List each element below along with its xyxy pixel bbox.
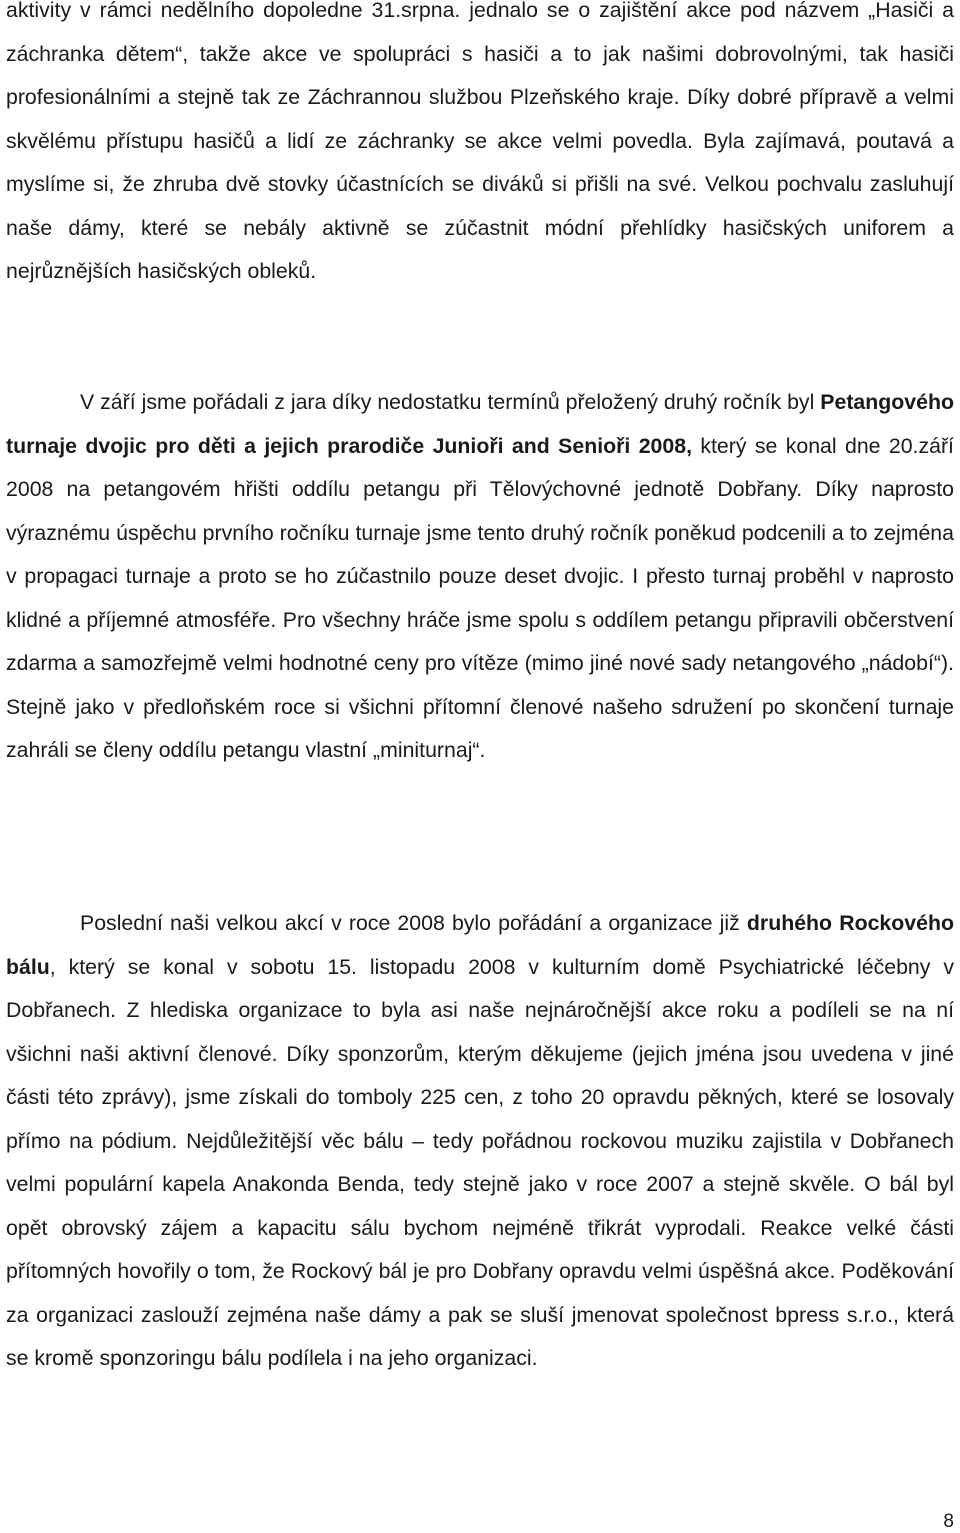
paragraph-intro: V září jsme pořádali z jara díky nedostatku termínů přeložený druhý ročník byl [80, 390, 815, 414]
paragraph-text: který se konal dne 20.září 2008 na petangovém hřišti oddílu petangu při Tělovýchovné jednotě Dobřany. Díky naprosto výraznému úspěchu prvního ročníku turnaje jsme tento druhý ročník poněkud podcenili a to zejména v propagaci turnaje a proto se ho zúčastnilo pouze deset dvojic. I přesto turnaj proběhl v naprosto klidné a příjemné atmosféře. Pro všechny hráče jsme spolu s oddílem petangu připravili občerstvení zdarma a samozřejmě velmi hodnotné ceny pro vítěze (mimo jiné nové sady netangového „nádobí“). Stejně jako v předloňském roce si všichni přítomní členové našeho sdružení po skončení turnaje zahráli se členy oddílu petangu vlastní „miniturnaj“. [6, 433, 954, 762]
page-number: 8 [943, 1511, 954, 1532]
paragraph-intro: Poslední naši velkou akcí v roce 2008 bylo pořádání a organizace již [80, 911, 740, 935]
paragraph-petanque-tournament [6, 381, 954, 773]
paragraph-children-rescue-event [6, 0, 954, 294]
paragraph-text: , který se konal v sobotu 15. listopadu 2008 v kulturním domě Psychiatrické léčebny v Dobřanech. Z hlediska organizace to byla asi naše nejnáročnější akce roku a podíleli se na ní všichni naši aktivní členové. Díky sponzorům, kterým děkujeme (jejich jména jsou uvedena v jiné části této zprávy), jsme získali do tomboly 225 cen, z toho 20 opravdu pěkných, které se losovaly přímo na pódium. Nejdůležitější věc bálu – tedy pořádnou rockovou muziku zajistila v Dobřanech velmi populární kapela Anakonda Benda, tedy stejně jako v roce 2007 a stejně skvěle. O bál byl opět obrovský zájem a kapacitu sálu bychom nejméně třikrát vyprodali. Reakce velké části přítomných hovořily o tom, že Rockový bál je pro Dobřany opravdu velmi úspěšná akce. Poděkování za organizaci zaslouží zejména naše dámy a pak se sluší jmenovat společnost bpress s.r.o., která se kromě sponzoringu bálu podílela i na jeho organizaci. [6, 954, 954, 1370]
rock-ball-title: druhého Rockového bálu [6, 911, 954, 979]
paragraph-text: aktivity v rámci nedělního dopoledne 31.srpna. jednalo se o zajištění akce pod názvem „Hasiči a záchranka dětem“, takže akce ve spolupráci s hasiči a to jak našimi dobrovolnými, tak hasiči profesionálními a stejně tak ze Záchrannou službou Plzeňského kraje. Díky dobré přípravě a velmi skvělému přístupu hasičů a lidí ze záchranky se akce velmi povedla. Byla zajímavá, poutavá a myslíme si, že zhruba dvě stovky účastnících se diváků si přišli na své. Velkou pochvalu zasluhují naše dámy, které se nebály aktivně se zúčastnit módní přehlídky hasičských uniforem a nejrůznějších hasičských obleků. [6, 0, 954, 283]
tournament-title: Petangového turnaje dvojic pro děti a jejich prarodiče Junioři and Senioři 2008, [6, 390, 954, 458]
paragraph-rock-ball [6, 902, 954, 1381]
